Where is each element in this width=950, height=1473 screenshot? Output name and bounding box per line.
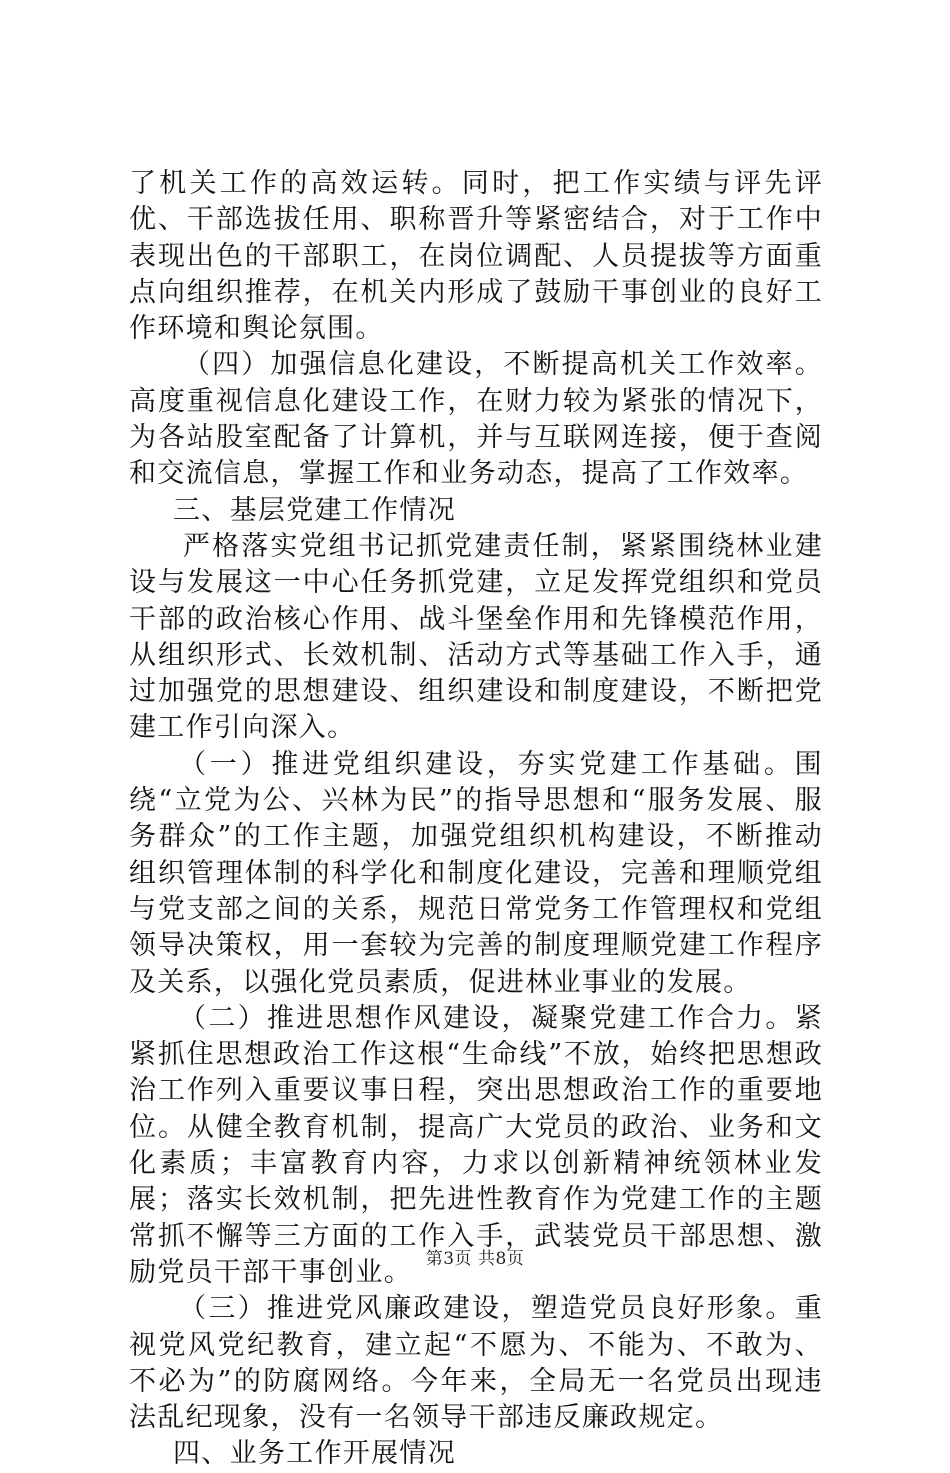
- document-body: [129, 166, 823, 1473]
- paragraph-ideological-style: （二）推进思想作风建设，凝聚党建工作合力。紧紧抓住思想政治工作这根“生命线”不放，始终把思想政治工作列入重要议事日程，突出思想政治工作的重要地位。从健全教育机制，提高广大党员的政治、业务和文化素质；丰富教育内容，力求以创新精神统领林业发展；落实长效机制，把先进性教育作为党建工作的主题常抓不懈等三方面的工作入手，武装党员干部思想、激励党员干部干事创业。: [129, 1002, 823, 1288]
- paragraph-party-organization: （一）推进党组织建设，夯实党建工作基础。围绕“立党为公、兴林为民”的指导思想和“服务发展、服务群众”的工作主题，加强党组织机构建设，不断推动组织管理体制的科学化和制度化建设，完善和理顺党组与党支部之间的关系，规范日常党务工作管理权和党组领导决策权，用一套较为完善的制度理顺党建工作程序及关系，以强化党员素质，促进林业事业的发展。: [129, 748, 823, 998]
- page-number-footer: 第3页 共8页: [425, 1249, 525, 1269]
- section-heading-party-building: 三、基层党建工作情况: [173, 494, 456, 526]
- paragraph-party-building-intro: 严格落实党组书记抓党建责任制，紧紧围绕林业建设与发展这一中心任务抓党建，立足发挥党组织和党员干部的政治核心作用、战斗堡垒作用和先锋模范作用，从组织形式、长效机制、活动方式等基础工作入手，通过加强党的思想建设、组织建设和制度建设，不断把党建工作引向深入。: [129, 530, 823, 744]
- paragraph-informatization: （四）加强信息化建设，不断提高机关工作效率。高度重视信息化建设工作，在财力较为紧张的情况下，为各站股室配备了计算机，并与互联网连接，便于查阅和交流信息，掌握工作和业务动态，提高了工作效率。: [129, 349, 823, 490]
- section-heading-business-work: 四、业务工作开展情况: [173, 1438, 456, 1470]
- paragraph-integrity: （三）推进党风廉政建设，塑造党员良好形象。重视党风党纪教育，建立起“不愿为、不能为、不敢为、不必为”的防腐网络。今年来，全局无一名党员出现违法乱纪现象，没有一名领导干部违反廉政规定。: [129, 1293, 823, 1434]
- paragraph-continuation: 了机关工作的高效运转。同时，把工作实绩与评先评优、干部选拔任用、职称晋升等紧密结合，对于工作中表现出色的干部职工，在岗位调配、人员提拔等方面重点向组织推荐，在机关内形成了鼓励干事创业的良好工作环境和舆论氛围。: [129, 168, 823, 345]
